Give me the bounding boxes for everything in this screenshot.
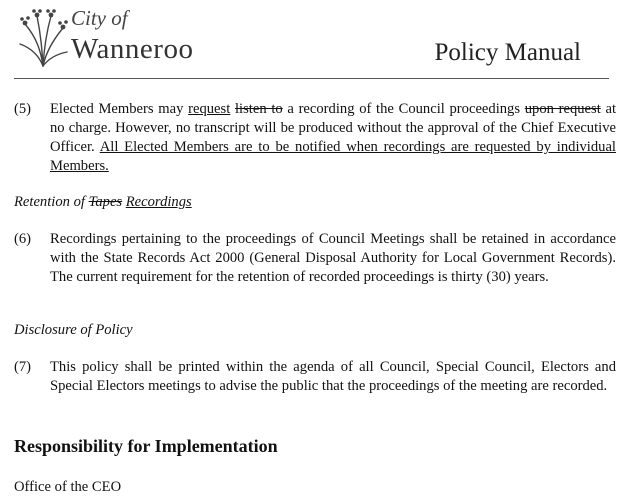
logo-name-text: Wanneroo xyxy=(71,33,194,65)
deleted-text: listen to xyxy=(235,101,283,117)
clause-text xyxy=(50,100,616,176)
clause-5 xyxy=(14,100,616,176)
city-logo-icon xyxy=(17,8,69,68)
text-run: a recording of the Council proceedings xyxy=(282,101,525,117)
inserted-text: All Elected Members are to be notified when recordings are requested by individual Members. xyxy=(50,139,616,174)
clause-number: (6) xyxy=(14,231,32,247)
deleted-text: upon request xyxy=(524,101,601,117)
clause-number: (5) xyxy=(14,101,32,117)
page-header xyxy=(0,0,623,86)
clause-number: (7) xyxy=(14,359,32,375)
text-run: Elected Members may xyxy=(50,101,189,117)
clause-text: This policy shall be printed within the agenda of all Council, Special Council, Electors and Special Electors meetings to advise the public that the proceedings of the meeting are recorded. xyxy=(50,359,616,394)
document-title: Policy Manual xyxy=(434,39,581,66)
section-heading-disclosure: Disclosure of Policy xyxy=(14,322,133,338)
logo-city-text: City of xyxy=(71,6,128,30)
text-run: at no charge. However, no transcript will be produced without the approval of the Chief Executive Officer. xyxy=(50,101,617,155)
inserted-text: Recordings xyxy=(125,194,192,210)
text-run: Retention of xyxy=(14,194,89,210)
header-divider xyxy=(14,78,609,79)
clause-text: Recordings pertaining to the proceedings of Council Meetings shall be retained in accordance with the State Records Act 2000 (General Disposal Authority for Local Government Records). The current requirement for the retention of recorded proceedings is thirty (30) years. xyxy=(50,231,616,285)
clause-7 xyxy=(14,358,616,396)
responsibility-heading: Responsibility for Implementation xyxy=(14,436,278,456)
responsible-office: Office of the CEO xyxy=(14,479,122,495)
clause-6 xyxy=(14,230,616,287)
section-heading-retention xyxy=(14,194,192,211)
inserted-text: request xyxy=(188,101,231,117)
deleted-text: Tapes xyxy=(88,194,123,210)
